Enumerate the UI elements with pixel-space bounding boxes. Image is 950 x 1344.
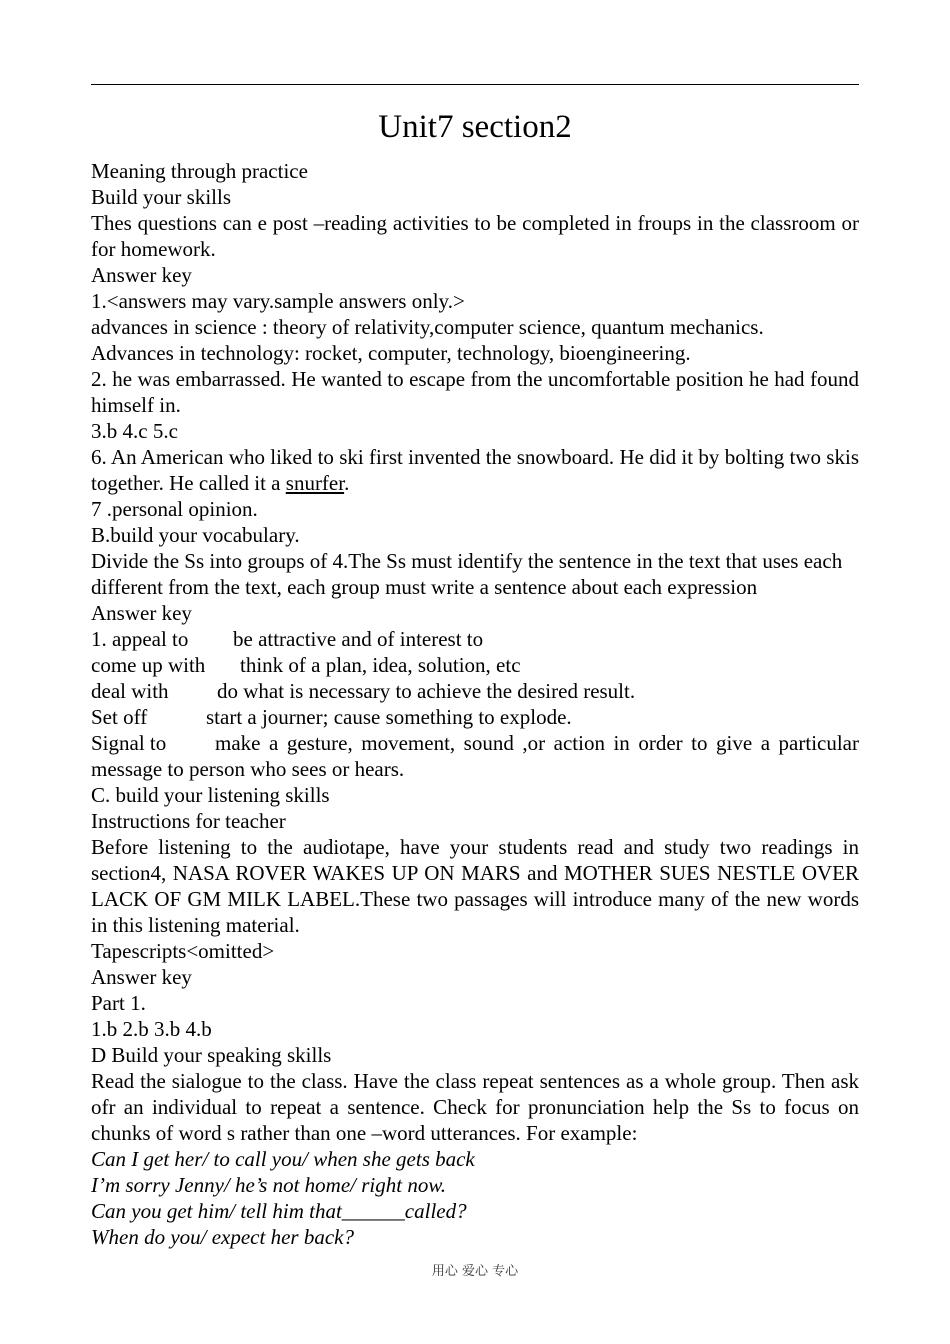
answer-key-label: Answer key — [91, 263, 192, 287]
paragraph: Before listening to the audiotape, have your students read and study two readings in section4, NASA ROVER WAKES UP ON MARS and MOTHER SUES NESTLE OVER LACK OF GM MILK LABEL.These two passages will introduce many of the new words in this listening material. — [91, 835, 859, 937]
vocab-definition: be attractive and of interest to — [233, 627, 484, 651]
example-sentence: I’m sorry Jenny/ he’s not home/ right now. — [91, 1173, 447, 1197]
example-sentence: When do you/ expect her back? — [91, 1225, 354, 1249]
vocab-item — [91, 704, 859, 730]
vocab-definition: start a journer; cause something to explode. — [206, 705, 572, 729]
subsection-heading: D Build your speaking skills — [91, 1043, 332, 1067]
vocab-item — [91, 730, 859, 782]
paragraph: Read the sialogue to the class. Have the class repeat sentences as a whole group. Then ask ofr an individual to repeat a sentence. Check for pronunciation help the Ss to focus on chunks of word s rather than one –word utterances. For example: — [91, 1069, 859, 1145]
subsection-heading: Build your skills — [91, 185, 232, 209]
answer-line — [91, 444, 859, 496]
answer-line: advances in science : theory of relativity,computer science, quantum mechanics. — [91, 315, 764, 339]
vocab-definition: think of a plan, idea, solution, etc — [240, 653, 521, 677]
paragraph: Divide the Ss into groups of 4.The Ss must identify the sentence in the text that uses each different from the text, each group must write a sentence about each expression — [91, 549, 843, 599]
part-label: Part 1. — [91, 991, 146, 1015]
page-title: Unit7 section2 — [378, 109, 572, 145]
paragraph: Thes questions can e post –reading activities to be completed in froups in the classroom or for homework. — [91, 211, 859, 261]
answer-text: . — [344, 471, 350, 495]
answer-key-label: Answer key — [91, 601, 192, 625]
example-sentence: Can I get her/ to call you/ when she gets back — [91, 1147, 475, 1171]
answer-line: 1.<answers may vary.sample answers only.> — [91, 289, 465, 313]
answer-text: 6. An American who liked to ski first invented the snowboard. He did it by bolting two skis together. He called it a — [91, 445, 859, 495]
subsection-heading: B.build your vocabulary. — [91, 523, 300, 547]
page-footer: 用心 爱心 专心 — [431, 1264, 519, 1279]
vocab-term: deal with — [91, 679, 169, 703]
vocab-definition: do what is necessary to achieve the desired result. — [217, 679, 636, 703]
vocab-term: 1. appeal to — [91, 627, 189, 651]
example-sentence: Can you get him/ tell him that______called? — [91, 1199, 467, 1223]
vocab-term: Set off — [91, 705, 148, 729]
vocab-definition: make a gesture, movement, sound ,or action in order to give a particular message to person who sees or hears. — [91, 731, 859, 781]
vocab-item — [91, 678, 859, 704]
subsection-heading: C. build your listening skills — [91, 783, 330, 807]
answer-line: 7 .personal opinion. — [91, 497, 258, 521]
section-heading: Meaning through practice — [91, 159, 308, 183]
vocab-item — [91, 652, 859, 678]
underlined-word: snurfer — [285, 471, 345, 495]
instructions-label: Instructions for teacher — [91, 809, 286, 833]
answer-line: 2. he was embarrassed. He wanted to escape from the uncomfortable position he had found himself in. — [91, 367, 859, 417]
vocab-term: Signal to — [91, 731, 167, 755]
answer-line: 1.b 2.b 3.b 4.b — [91, 1017, 212, 1041]
header-rule — [91, 84, 859, 85]
vocab-item — [91, 626, 859, 652]
document-body — [91, 104, 859, 1250]
vocab-term: come up with — [91, 653, 206, 677]
answer-line: Advances in technology: rocket, computer, technology, bioengineering. — [91, 341, 691, 365]
answer-line: 3.b 4.c 5.c — [91, 419, 178, 443]
tapescripts-note: Tapescripts<omitted> — [91, 939, 275, 963]
answer-key-label: Answer key — [91, 965, 192, 989]
